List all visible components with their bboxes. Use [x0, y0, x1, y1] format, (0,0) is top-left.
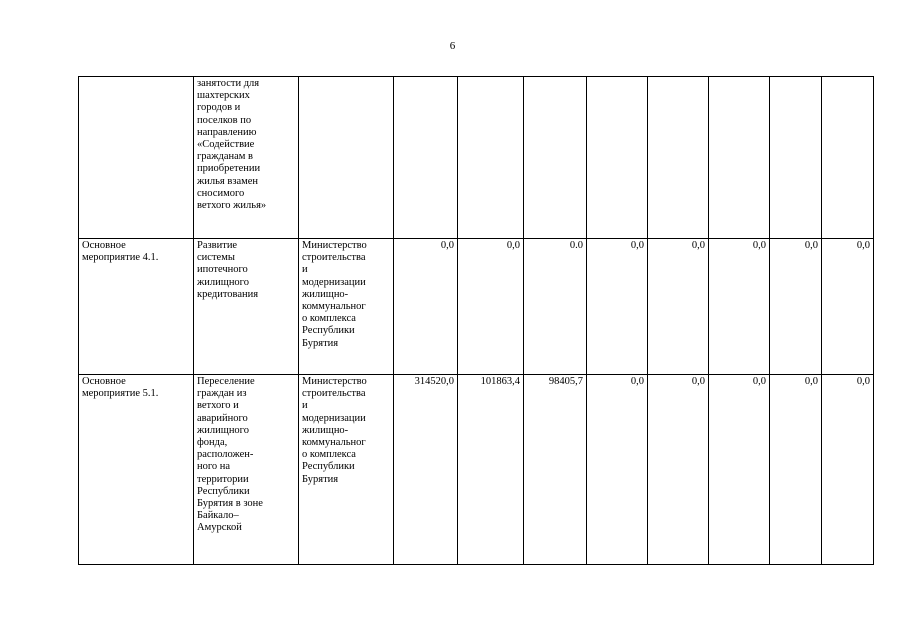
name-cell: занятости для шахтерских городов и поселков по направлению «Содействие гражданам в приобретении жилья взамен сносимого ветхого жилья» [194, 77, 299, 239]
value-cell: 0.0 [524, 239, 587, 375]
program-table [78, 76, 874, 565]
value-cell: 0,0 [709, 375, 770, 565]
value-cell [770, 77, 822, 239]
value-cell [458, 77, 524, 239]
value-cell: 0,0 [394, 239, 458, 375]
value-cell: 0,0 [458, 239, 524, 375]
value-cell [648, 77, 709, 239]
table-row [79, 239, 874, 375]
value-cell [524, 77, 587, 239]
executor-cell [299, 77, 394, 239]
value-cell [394, 77, 458, 239]
value-cell: 0,0 [770, 375, 822, 565]
value-cell [587, 77, 648, 239]
executor-cell: Министерство строительства и модернизации жилищно- коммунальног о комплекса Республики Бурятия [299, 375, 394, 565]
value-cell: 0,0 [587, 375, 648, 565]
status-cell: Основное мероприятие 5.1. [79, 375, 194, 565]
value-cell: 0,0 [587, 239, 648, 375]
value-cell: 0,0 [770, 239, 822, 375]
executor-cell: Министерство строительства и модернизации жилищно- коммунальног о комплекса Республики Бурятия [299, 239, 394, 375]
name-cell: Развитие системы ипотечного жилищного кредитования [194, 239, 299, 375]
value-cell: 0,0 [822, 239, 874, 375]
value-cell: 0,0 [648, 375, 709, 565]
value-cell [822, 77, 874, 239]
page-number: 6 [449, 40, 456, 52]
value-cell: 98405,7 [524, 375, 587, 565]
table-row [79, 77, 874, 239]
value-cell: 0,0 [648, 239, 709, 375]
value-cell [709, 77, 770, 239]
value-cell: 101863,4 [458, 375, 524, 565]
value-cell: 0,0 [822, 375, 874, 565]
status-cell [79, 77, 194, 239]
status-cell: Основное мероприятие 4.1. [79, 239, 194, 375]
value-cell: 314520,0 [394, 375, 458, 565]
value-cell: 0,0 [709, 239, 770, 375]
table-row [79, 375, 874, 565]
name-cell: Переселение граждан из ветхого и аварийного жилищного фонда, расположен- ного на территории Республики Бурятия в зоне Байкало– Амурской [194, 375, 299, 565]
